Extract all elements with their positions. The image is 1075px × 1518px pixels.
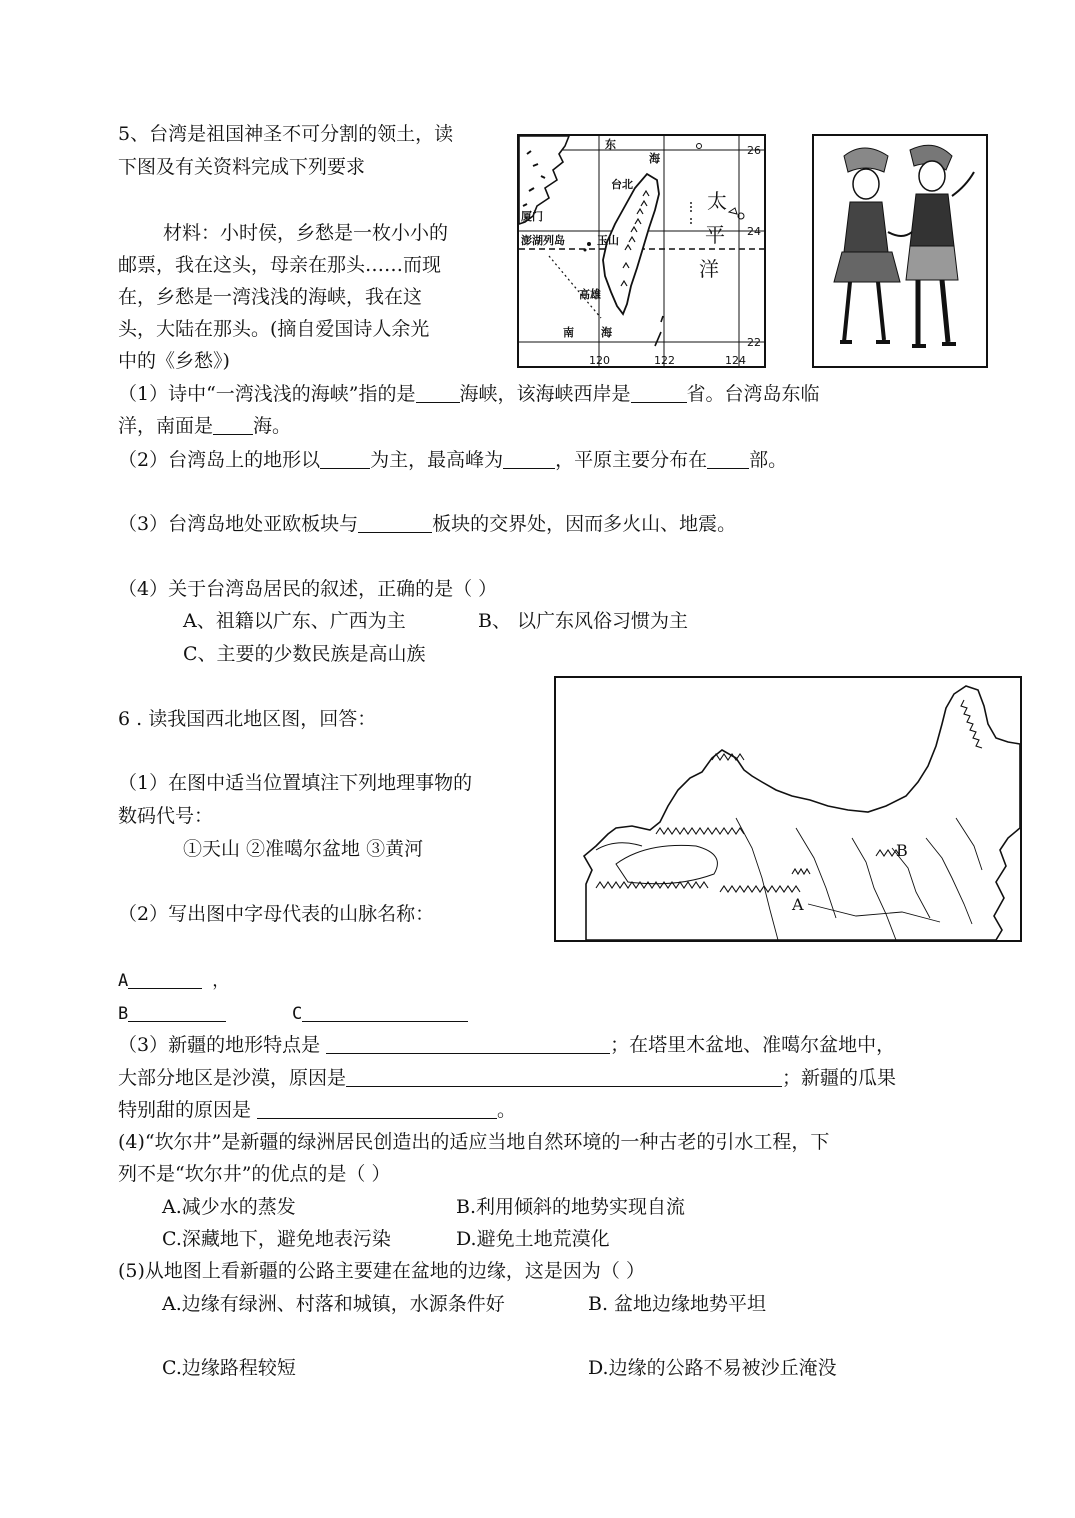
- answer-blank[interactable]: [503, 448, 555, 469]
- map-lat-24: 24: [747, 225, 761, 238]
- map-label-ping: 平: [705, 223, 725, 247]
- answer-blank[interactable]: [302, 1001, 468, 1022]
- q5-sub2: （2）台湾岛上的地形以 为主，最高峰为 ，平原主要分布在 部。: [118, 449, 788, 471]
- q5-material-line2: 邮票，我在这头，母亲在那头……而现: [118, 254, 442, 276]
- q5-sub1-line2: 洋，南面是 海。: [118, 415, 292, 437]
- map-label-gaoxiong: 高雄: [579, 288, 601, 301]
- northwest-china-map: [554, 676, 1022, 942]
- answer-blank[interactable]: [257, 1098, 497, 1119]
- map-lat-26: 26: [747, 144, 761, 157]
- q6-answer-c: C: [292, 998, 468, 1030]
- q5-option-a[interactable]: A、祖籍以广东、广西为主: [183, 610, 406, 632]
- q6-sub5-option-a[interactable]: A.边缘有绿洲、村落和城镇，水源条件好: [162, 1293, 505, 1315]
- q6-title: 6 . 读我国西北地区图，回答：: [118, 708, 377, 730]
- q5-title-line2: 下图及有关资料完成下列要求: [118, 156, 366, 178]
- q5-sub3: （3）台湾岛地处亚欧板块与 板块的交界处，因而多火山、地震。: [118, 513, 737, 535]
- q5-title-line1: 5、台湾是祖国神圣不可分割的领土，读: [118, 123, 454, 145]
- q6-sub4-option-c[interactable]: C.深藏地下，避免地表污染: [162, 1228, 391, 1250]
- map-label-south: 南: [563, 326, 574, 339]
- q5-material-line1: 材料：小时侯，乡愁是一枚小小的: [163, 222, 449, 244]
- answer-blank[interactable]: [320, 448, 370, 469]
- map-mark-b: B: [896, 841, 908, 860]
- q5-material-line4: 头，大陆在那头。(摘自爱国诗人余光: [118, 318, 430, 340]
- map-label-sea2: 海: [601, 326, 612, 339]
- map-lat-22: 22: [747, 336, 761, 349]
- q5-option-b[interactable]: B、 以广东风俗习惯为主: [478, 610, 689, 632]
- q6-sub4-option-b[interactable]: B.利用倾斜的地势实现自流: [456, 1196, 686, 1218]
- q6-sub1-line1: （1）在图中适当位置填注下列地理事物的: [118, 772, 473, 794]
- q6-sub1-line2: 数码代号：: [118, 805, 214, 827]
- q6-sub5-option-d[interactable]: D.边缘的公路不易被沙丘淹没: [588, 1357, 837, 1379]
- map-lon-124: 124: [725, 354, 746, 366]
- map-label-yushan: 玉山: [597, 234, 619, 247]
- map-label-penghu: 澎湖列岛: [521, 234, 565, 247]
- map-label-taibei: 台北: [611, 178, 633, 191]
- answer-blank[interactable]: [128, 1001, 226, 1022]
- q5-material-line5: 中的《乡愁》): [118, 350, 230, 372]
- answer-blank[interactable]: [707, 448, 749, 469]
- map-label-sea1: 海: [649, 152, 660, 165]
- map-label-yang: 洋: [699, 257, 719, 281]
- answer-blank[interactable]: [128, 968, 202, 989]
- answer-blank[interactable]: [346, 1066, 782, 1087]
- answer-blank[interactable]: [358, 512, 432, 533]
- map-label-east: 东: [605, 138, 616, 151]
- map-label-tai: 太: [707, 189, 727, 213]
- answer-blank[interactable]: [631, 382, 687, 403]
- q6-sub5-option-c[interactable]: C.边缘路程较短: [162, 1357, 296, 1379]
- answer-blank[interactable]: [213, 414, 253, 435]
- map-label-xiamen: 厦门: [521, 210, 543, 223]
- q6-answer-b: B: [118, 998, 226, 1030]
- map-mark-a: A: [792, 895, 804, 914]
- answer-blank[interactable]: [326, 1033, 610, 1054]
- q6-sub3-line1: （3）新疆的地形特点是 ；在塔里木盆地、准噶尔盆地中，: [118, 1034, 896, 1056]
- q6-sub4-line1: (4)“坎尔井”是新疆的绿洲居民创造出的适应当地自然环境的一种古老的引水工程，下: [118, 1131, 830, 1153]
- q6-sub5: (5)从地图上看新疆的公路主要建在盆地的边缘，这是因为（ ）: [118, 1260, 645, 1282]
- q6-sub1-items: ①天山 ②准噶尔盆地 ③黄河: [183, 838, 424, 860]
- q6-sub4-option-a[interactable]: A.减少水的蒸发: [162, 1196, 296, 1218]
- dancers-illustration: [812, 134, 988, 368]
- q5-sub1-line1: （1）诗中“一湾浅浅的海峡”指的是 海峡，该海峡西岸是 省。台湾岛东临: [118, 383, 820, 405]
- q6-sub4-line2: 列不是“坎尔井”的优点的是（ ）: [118, 1163, 391, 1185]
- q6-sub2: （2）写出图中字母代表的山脉名称：: [118, 903, 435, 925]
- q5-sub4: （4）关于台湾岛居民的叙述，正确的是（ ）: [118, 578, 498, 600]
- answer-blank[interactable]: [416, 382, 460, 403]
- q6-answer-a: A ，: [118, 965, 229, 997]
- map-lon-120: 120: [589, 354, 610, 366]
- map-lon-122: 122: [654, 354, 675, 366]
- taiwan-map: [517, 134, 766, 368]
- q6-sub3-line2: 大部分地区是沙漠，原因是 ；新疆的瓜果: [118, 1067, 897, 1089]
- q6-sub4-option-d[interactable]: D.避免土地荒漠化: [456, 1228, 610, 1250]
- q6-sub5-option-b[interactable]: B. 盆地边缘地势平坦: [588, 1293, 767, 1315]
- q5-material-line3: 在，乡愁是一湾浅浅的海峡，我在这: [118, 286, 423, 308]
- q5-option-c[interactable]: C、主要的少数民族是高山族: [183, 643, 426, 665]
- q6-sub3-line3: 特别甜的原因是 。: [118, 1099, 517, 1121]
